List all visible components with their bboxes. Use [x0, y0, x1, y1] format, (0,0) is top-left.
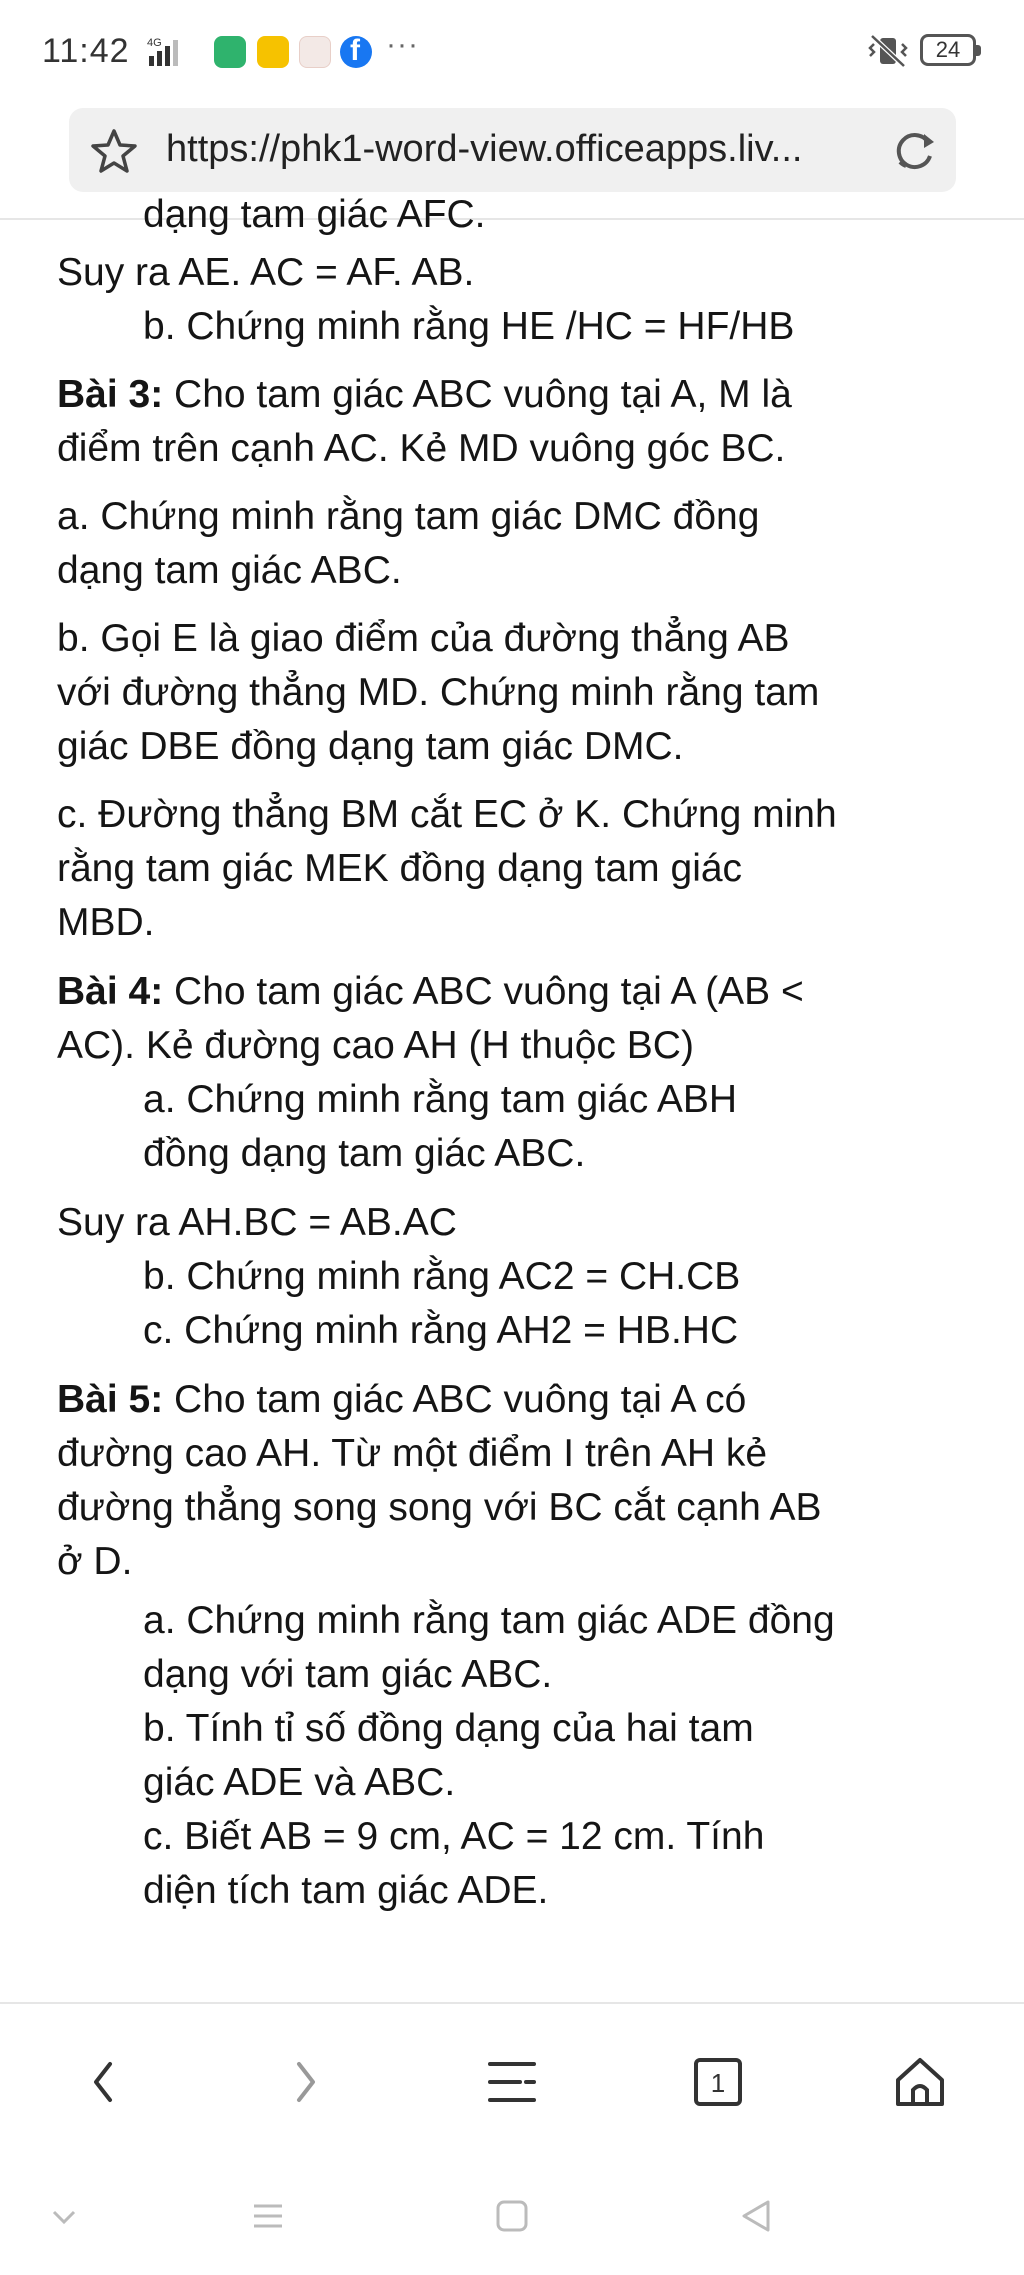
back-icon[interactable]	[72, 2050, 136, 2114]
battery-icon	[920, 34, 976, 66]
facebook-icon: f	[340, 36, 372, 68]
notification-app-icon-news	[299, 36, 331, 68]
bookmark-star-icon[interactable]	[89, 126, 139, 176]
forward-icon[interactable]	[273, 2050, 337, 2114]
signal-icon	[145, 34, 195, 68]
exercise-5-line	[57, 1377, 746, 1423]
more-notifications-icon: ···	[386, 28, 419, 61]
exercise-5-heading: Bài 5:	[57, 1378, 164, 1421]
doc-line-cut: dạng tam giác AFC.	[143, 193, 486, 236]
doc-line: đồng dạng tam giác ABC.	[143, 1132, 586, 1175]
tab-count: 1	[710, 2068, 726, 2098]
doc-line: c. Đường thẳng BM cắt EC ở K. Chứng minh	[57, 793, 837, 836]
home-icon[interactable]	[888, 2050, 952, 2114]
doc-line: c. Chứng minh rằng AH2 = HB.HC	[143, 1309, 739, 1352]
doc-line: đường thẳng song song với BC cắt cạnh AB	[57, 1486, 822, 1529]
doc-line: dạng tam giác ABC.	[57, 549, 402, 592]
notification-app-icon-yellow	[257, 36, 289, 68]
doc-line: dạng với tam giác ABC.	[143, 1653, 553, 1696]
doc-line: giác ADE và ABC.	[143, 1761, 456, 1804]
tabs-icon[interactable]	[686, 2050, 750, 2114]
status-bar	[0, 0, 1024, 100]
doc-line: b. Chứng minh rằng HE /HC = HF/HB	[143, 305, 795, 348]
doc-line: với đường thẳng MD. Chứng minh rằng tam	[57, 671, 820, 714]
exercise-4-heading: Bài 4:	[57, 970, 164, 1013]
doc-line: c. Biết AB = 9 cm, AC = 12 cm. Tính	[143, 1815, 765, 1858]
notification-app-icon-green	[214, 36, 246, 68]
doc-line: ở D.	[57, 1540, 133, 1583]
doc-line: AC). Kẻ đường cao AH (H thuộc BC)	[57, 1024, 694, 1067]
doc-line: a. Chứng minh rằng tam giác ADE đồng	[143, 1599, 835, 1642]
doc-line: điểm trên cạnh AC. Kẻ MD vuông góc BC.	[57, 427, 786, 470]
doc-line: b. Tính tỉ số đồng dạng của hai tam	[143, 1707, 754, 1750]
document-view[interactable]	[0, 193, 1024, 2000]
system-navigation-bar	[0, 2170, 1024, 2275]
doc-line: giác DBE đồng dạng tam giác DMC.	[57, 725, 684, 768]
doc-line-text: Cho tam giác ABC vuông tại A, M là	[163, 373, 792, 416]
doc-line: a. Chứng minh rằng tam giác ABH	[143, 1078, 738, 1121]
system-home-icon[interactable]	[492, 2196, 532, 2236]
exercise-4-line	[57, 969, 804, 1015]
doc-line: Suy ra AE. AC = AF. AB.	[57, 251, 475, 294]
status-time: 11:42	[42, 32, 130, 70]
doc-line: MBD.	[57, 901, 155, 944]
doc-line: rằng tam giác MEK đồng dạng tam giác	[57, 847, 743, 890]
doc-line-text: Cho tam giác ABC vuông tại A có	[163, 1378, 747, 1421]
doc-line: đường cao AH. Từ một điểm I trên AH kẻ	[57, 1432, 768, 1475]
doc-line: b. Chứng minh rằng AC2 = CH.CB	[143, 1255, 741, 1298]
exercise-3-line	[57, 372, 792, 418]
doc-line: diện tích tam giác ADE.	[143, 1869, 549, 1912]
collapse-chevron-icon[interactable]	[44, 2196, 84, 2236]
browser-bottom-bar	[0, 2004, 1024, 2154]
vibrate-mute-icon	[868, 34, 908, 68]
doc-line: Suy ra AH.BC = AB.AC	[57, 1201, 457, 1244]
exercise-3-heading: Bài 3:	[57, 373, 164, 416]
doc-line: b. Gọi E là giao điểm của đường thẳng AB	[57, 617, 790, 660]
url-text[interactable]: https://phk1-word-view.officeapps.liv...	[166, 128, 803, 170]
address-bar[interactable]	[69, 108, 956, 192]
battery-level: 24	[935, 37, 961, 62]
network-type: 4G	[147, 37, 162, 49]
doc-line-text: Cho tam giác ABC vuông tại A (AB <	[163, 970, 804, 1013]
recent-apps-icon[interactable]	[248, 2196, 288, 2236]
menu-icon[interactable]	[480, 2050, 544, 2114]
reload-icon[interactable]	[888, 126, 940, 178]
system-back-icon[interactable]	[736, 2196, 776, 2236]
doc-line: a. Chứng minh rằng tam giác DMC đồng	[57, 495, 760, 538]
